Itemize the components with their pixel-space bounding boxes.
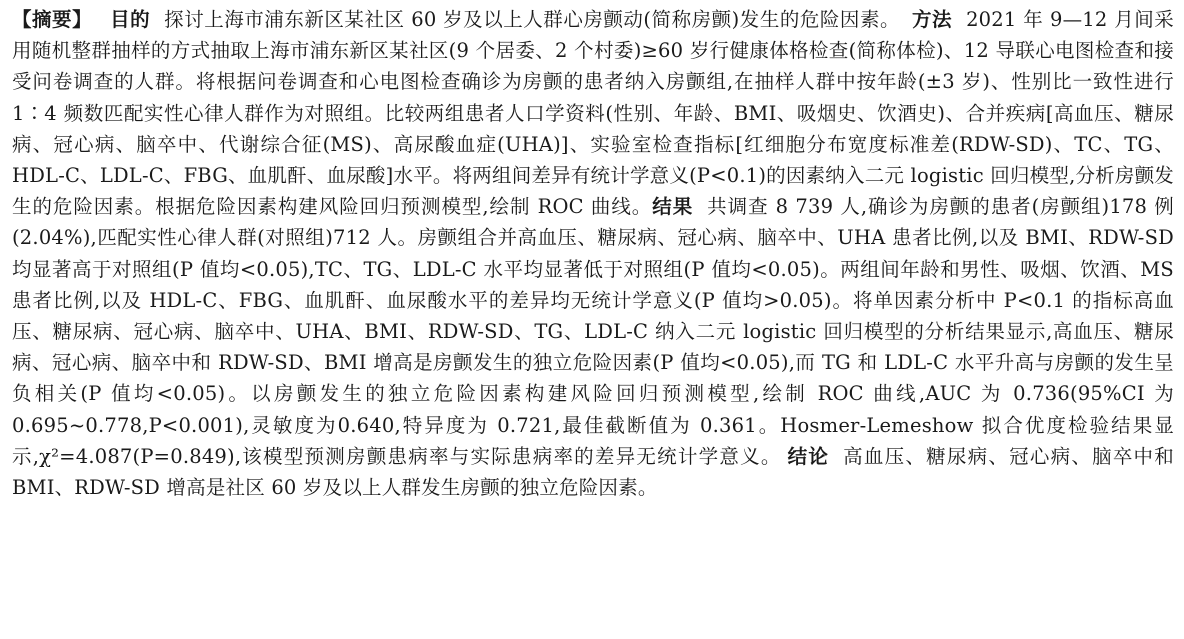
results-text: 共调查 8 739 人,确诊为房颤的患者(房颤组)178 例(2.04%),匹配实性心律人群(对照组)712 人。房颤组合并高血压、糖尿病、冠心病、脑卒中、UHA 患者比例,以及 BMI、RDW-SD 均显著高于对照组(P 值均<0.05),TC、TG、LDL-C 水平均显著低于对照组(P 值均<0.05)。两组间年龄和男性、吸烟、饮酒、MS 患者比例,以及 HDL-C、FBG、血肌酐、血尿酸水平的差异均无统计学意义(P 值均>0.05)。将单因素分析中 P<0.1 的指标高血压、糖尿病、冠心病、脑卒中、UHA、BMI、RDW-SD、TG、LDL-C 纳入二元 logistic 回归模型的分析结果显示,高血压、糖尿病、冠心病、脑卒中和 RDW-SD、BMI 增高是房颤发生的独立危险因素(P 值均<0.05),而 TG 和 LDL-C 水平升高与房颤的发生呈负相关(P 值均<0.05)。以房颤发生的独立危险因素构建风险回归预测模型,绘制 ROC 曲线,AUC 为 0.736(95%CI 为 0.695~0.778,P<0.001),灵敏度为0.640,特异度为 0.721,最佳截断值为 0.361。Hosmer-Lemeshow 拟合优度检验结果显示,χ²=4.087(P=0.849),该模型预测房颤患病率与实际患病率的差异无统计学意义。 bbox=[12, 195, 1174, 468]
conclusion-text: 高血压、糖尿病、冠心病、脑卒中和 BMI、RDW-SD 增高是社区 60 岁及以上人群发生房颤的独立危险因素。 bbox=[12, 444, 1175, 500]
results-label: 结果 bbox=[652, 195, 694, 219]
objective-text: 探讨上海市浦东新区某社区 60 岁及以上人群心房颤动(简称房颤)发生的危险因素。 bbox=[164, 8, 901, 31]
abstract-paragraph bbox=[12, 4, 1174, 503]
objective-label: 目的 bbox=[110, 8, 151, 31]
methods-text: 2021 年 9—12 月间采用随机整群抽样的方式抽取上海市浦东新区某社区(9 个居委、2 个村委)≥60 岁行健康体格检查(简称体检)、12 导联心电图检查和接受问卷调查的人群。将根据问卷调查和心电图检查确诊为房颤的患者纳入房颤组,在抽样人群中按年龄(±3 岁)、性别比一致性进行 1∶4 频数匹配实性心律人群作为对照组。比较两组患者人口学资料(性别、年龄、BMI、吸烟史、饮酒史)、合并疾病[高血压、糖尿病、冠心病、脑卒中、代谢综合征(MS)、高尿酸血症(UHA)]、实验室检查指标[红细胞分布宽度标准差(RDW-SD)、TC、TG、HDL-C、LDL-C、FBG、血肌酐、血尿酸]水平。将两组间差异有统计学意义(P<0.1)的因素纳入二元 logistic 回归模型,分析房颤发生的危险因素。根据危险因素构建风险回归预测模型,绘制 ROC 曲线。 bbox=[12, 8, 1174, 219]
conclusion-label: 结论 bbox=[787, 444, 830, 468]
methods-label: 方法 bbox=[912, 8, 953, 31]
abstract-label: 【摘要】 bbox=[12, 8, 93, 31]
